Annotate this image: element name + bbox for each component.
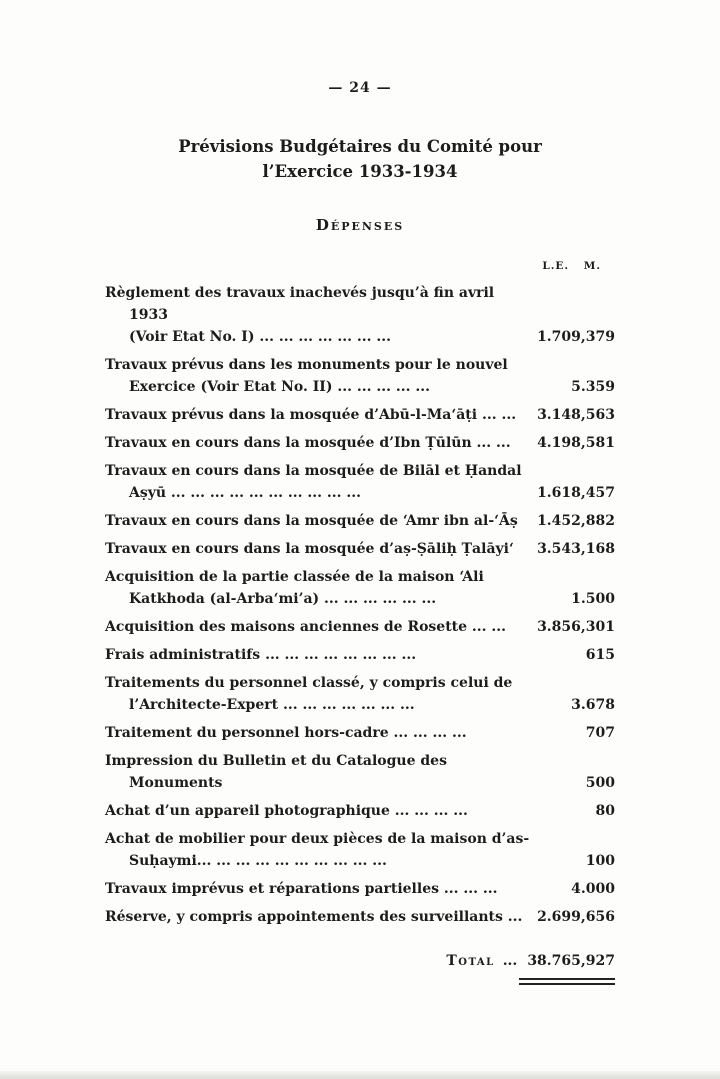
table-row [105, 282, 615, 348]
item-description [105, 538, 533, 560]
item-description [105, 906, 533, 928]
item-amount: 3.856,301 [537, 619, 615, 635]
budget-table [105, 260, 615, 985]
item-line2: Aṣyū ... ... ... ... ... ... ... ... ... ... [129, 485, 362, 501]
item-line1: Achat d’un appareil photographique ... ... ... ... [105, 803, 468, 819]
table-row [105, 750, 615, 794]
budget-items [105, 282, 615, 928]
table-row [105, 906, 615, 928]
currency-column-header: L.E. M. [542, 260, 601, 272]
item-amount: 100 [585, 853, 615, 869]
item-line2: l’Architecte-Expert ... ... ... ... ... ... ... [129, 697, 415, 713]
item-line1: Règlement des travaux inachevés jusqu’à fin avril 1933 [105, 285, 495, 323]
item-description [105, 510, 533, 532]
item-amount: 3.148,563 [537, 407, 615, 423]
total-dots: ... [502, 953, 518, 969]
item-line1: Traitement du personnel hors-cadre ... ... ... ... [105, 725, 467, 741]
item-description [105, 404, 533, 426]
item-line2: Suḥaymi... ... ... ... ... ... ... ... ... ... [129, 853, 387, 869]
item-description [105, 672, 533, 716]
page-title [0, 134, 720, 184]
item-amount: 80 [595, 803, 615, 819]
table-row [105, 354, 615, 398]
table-row [105, 404, 615, 426]
item-amount: 5.359 [571, 379, 615, 395]
item-line1: Travaux imprévus et réparations partielles ... ... ... [105, 881, 498, 897]
item-line1: Achat de mobilier pour deux pièces de la maison d’as- [105, 831, 530, 847]
item-amount: 1.500 [571, 591, 615, 607]
table-row [105, 722, 615, 744]
item-line1: Acquisition de la partie classée de la maison ‘Ali [105, 569, 484, 585]
item-line1: Impression du Bulletin et du Catalogue des Monuments [105, 753, 447, 791]
item-amount: 707 [585, 725, 615, 741]
total-double-rule [519, 978, 615, 985]
item-line2: Katkhoda (al-Arba‘mi’a) ... ... ... ... ... ... [129, 591, 437, 607]
item-line1: Travaux prévus dans les monuments pour le nouvel [105, 357, 508, 373]
item-amount: 3.543,168 [537, 541, 615, 557]
item-description [105, 566, 533, 610]
item-line2: (Voir Etat No. I) ... ... ... ... ... ... ... [129, 329, 391, 345]
item-amount: 615 [585, 647, 615, 663]
item-amount: 4.000 [571, 881, 615, 897]
item-line1: Travaux en cours dans la mosquée de ‘Amr ibn al-‘Āṣ [105, 513, 518, 529]
table-row [105, 566, 615, 610]
item-description [105, 432, 533, 454]
item-line1: Travaux en cours dans la mosquée d’aṣ-Ṣāliḥ Ṭalāyi‘ [105, 541, 514, 557]
table-row [105, 616, 615, 638]
title-line-2: l’Exercice 1933-1934 [262, 162, 458, 181]
item-line1: Travaux prévus dans la mosquée d’Abū-l-Ma‘āṭi ... ... [105, 407, 517, 423]
item-amount: 1.709,379 [537, 329, 615, 345]
scan-edge [0, 1071, 720, 1079]
table-row [105, 538, 615, 560]
item-amount: 1.618,457 [537, 485, 615, 501]
item-description [105, 800, 533, 822]
item-amount: 1.452,882 [537, 513, 615, 529]
item-description [105, 750, 533, 794]
page-number: — 24 — [328, 80, 392, 96]
item-line1: Travaux en cours dans la mosquée d’Ibn Ṭūlūn ... ... [105, 435, 511, 451]
item-description [105, 644, 533, 666]
item-line2: Exercice (Voir Etat No. II) ... ... ... ... ... [129, 379, 430, 395]
table-row [105, 644, 615, 666]
item-amount: 3.678 [571, 697, 615, 713]
total-row [105, 950, 615, 972]
item-line1: Frais administratifs ... ... ... ... ... ... ... ... [105, 647, 417, 663]
title-line-1: Prévisions Budgétaires du Comité pour [178, 137, 542, 156]
total-label: Total [446, 953, 495, 969]
item-description [105, 460, 533, 504]
item-line1: Acquisition des maisons anciennes de Rosette ... ... [105, 619, 507, 635]
item-amount: 2.699,656 [537, 909, 615, 925]
section-heading: Dépenses [315, 216, 405, 234]
item-line1: Traitements du personnel classé, y compris celui de [105, 675, 513, 691]
item-description [105, 282, 533, 348]
item-amount: 4.198,581 [537, 435, 615, 451]
item-description [105, 616, 533, 638]
table-row [105, 432, 615, 454]
item-description [105, 828, 533, 872]
table-row [105, 878, 615, 900]
table-row [105, 672, 615, 716]
table-row [105, 800, 615, 822]
table-row [105, 828, 615, 872]
item-description [105, 722, 533, 744]
item-line1: Réserve, y compris appointements des surveillants ... [105, 909, 523, 925]
item-amount: 500 [585, 775, 615, 791]
item-description [105, 878, 533, 900]
total-amount: 38.765,927 [527, 953, 615, 969]
item-description [105, 354, 533, 398]
table-row [105, 460, 615, 504]
item-line1: Travaux en cours dans la mosquée de Bilāl et Ḥandal [105, 463, 522, 479]
table-row [105, 510, 615, 532]
